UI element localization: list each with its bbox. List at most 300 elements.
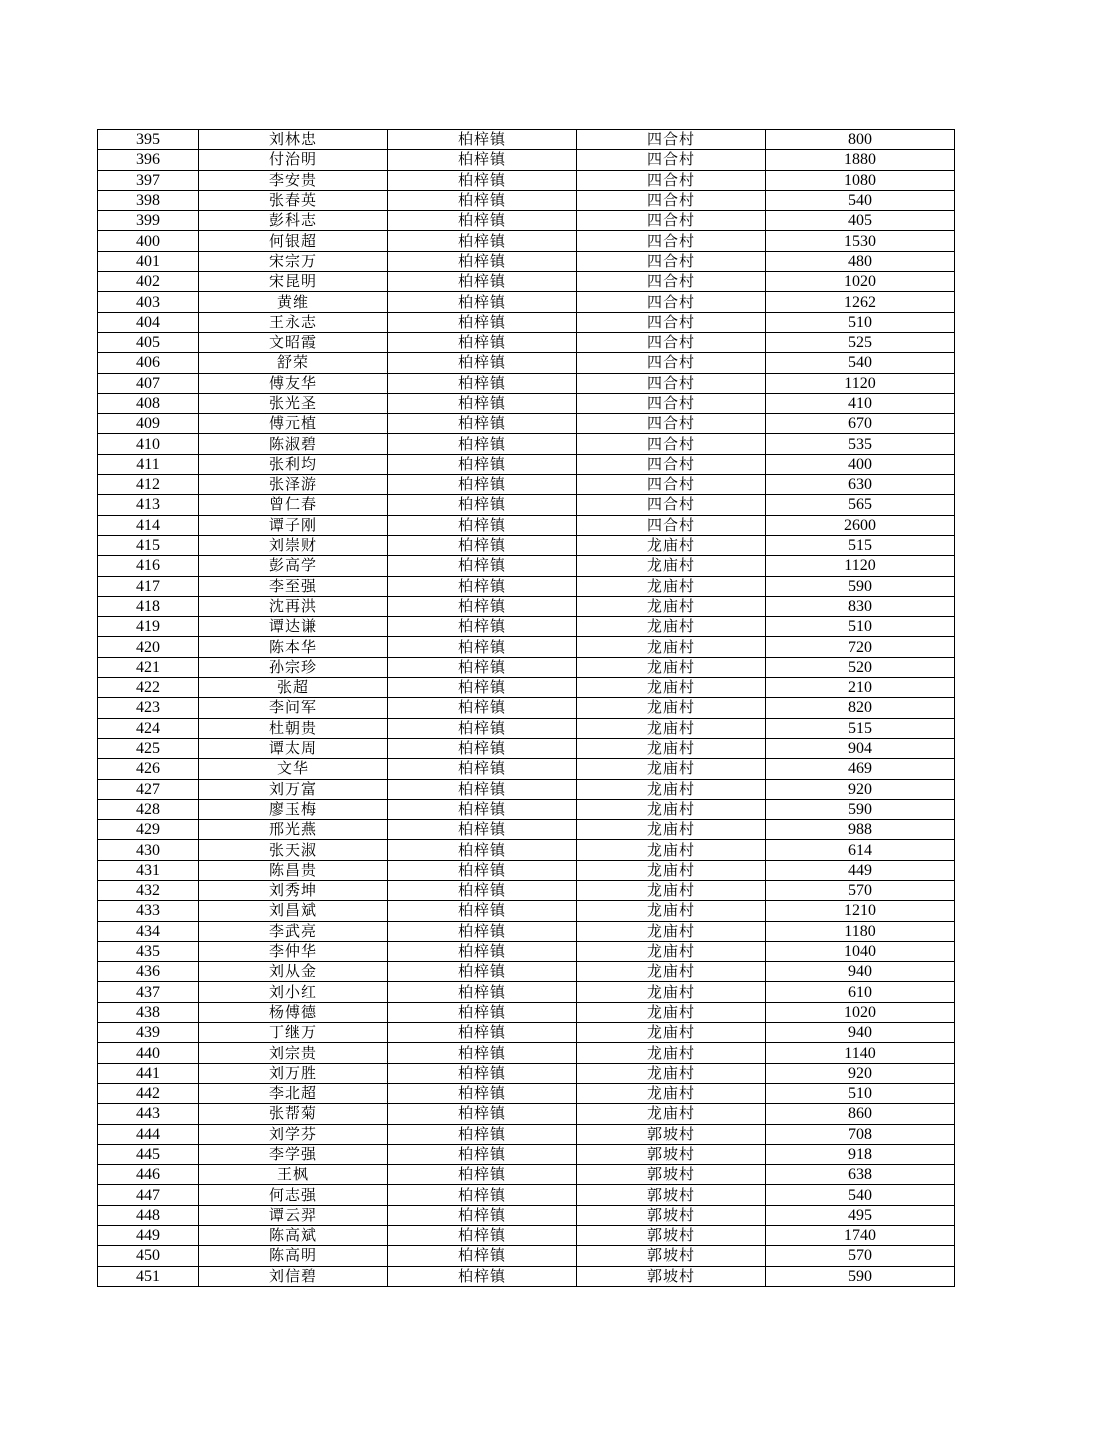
table-row — [98, 1124, 955, 1144]
cell-village: 四合村 — [577, 130, 766, 150]
cell-village: 龙庙村 — [577, 1104, 766, 1124]
cell-name: 何志强 — [199, 1185, 388, 1205]
cell-number: 430 — [98, 840, 199, 860]
cell-village: 郭坡村 — [577, 1246, 766, 1266]
cell-town: 柏梓镇 — [388, 1165, 577, 1185]
cell-name: 陈本华 — [199, 637, 388, 657]
cell-village: 四合村 — [577, 251, 766, 271]
table-row — [98, 576, 955, 596]
cell-village: 四合村 — [577, 231, 766, 251]
cell-number: 420 — [98, 637, 199, 657]
cell-number: 441 — [98, 1063, 199, 1083]
cell-name: 杨傅德 — [199, 1002, 388, 1022]
cell-name: 刘昌斌 — [199, 901, 388, 921]
cell-amount: 1210 — [766, 901, 955, 921]
cell-name: 刘万富 — [199, 779, 388, 799]
cell-town: 柏梓镇 — [388, 312, 577, 332]
cell-amount: 210 — [766, 678, 955, 698]
cell-village: 龙庙村 — [577, 941, 766, 961]
cell-name: 廖玉梅 — [199, 799, 388, 819]
cell-name: 谭云羿 — [199, 1205, 388, 1225]
cell-number: 445 — [98, 1144, 199, 1164]
table-row — [98, 617, 955, 637]
cell-town: 柏梓镇 — [388, 150, 577, 170]
cell-town: 柏梓镇 — [388, 1226, 577, 1246]
table-row — [98, 1165, 955, 1185]
cell-number: 418 — [98, 596, 199, 616]
cell-name: 刘学芬 — [199, 1124, 388, 1144]
cell-village: 龙庙村 — [577, 1002, 766, 1022]
cell-town: 柏梓镇 — [388, 130, 577, 150]
cell-name: 张帮菊 — [199, 1104, 388, 1124]
table-row — [98, 292, 955, 312]
table-row — [98, 718, 955, 738]
cell-town: 柏梓镇 — [388, 535, 577, 555]
cell-amount: 510 — [766, 617, 955, 637]
cell-amount: 2600 — [766, 515, 955, 535]
cell-name: 彭高学 — [199, 556, 388, 576]
cell-number: 403 — [98, 292, 199, 312]
cell-name: 张超 — [199, 678, 388, 698]
table-body — [98, 130, 955, 1287]
cell-number: 413 — [98, 495, 199, 515]
cell-number: 428 — [98, 799, 199, 819]
cell-number: 433 — [98, 901, 199, 921]
cell-town: 柏梓镇 — [388, 454, 577, 474]
table-row — [98, 880, 955, 900]
cell-amount: 515 — [766, 535, 955, 555]
cell-number: 447 — [98, 1185, 199, 1205]
cell-number: 427 — [98, 779, 199, 799]
cell-number: 412 — [98, 475, 199, 495]
cell-village: 龙庙村 — [577, 779, 766, 799]
table-row — [98, 332, 955, 352]
cell-number: 448 — [98, 1205, 199, 1225]
cell-name: 李至强 — [199, 576, 388, 596]
cell-town: 柏梓镇 — [388, 251, 577, 271]
cell-number: 409 — [98, 414, 199, 434]
cell-name: 陈高斌 — [199, 1226, 388, 1246]
table-row — [98, 1226, 955, 1246]
cell-town: 柏梓镇 — [388, 596, 577, 616]
cell-village: 龙庙村 — [577, 637, 766, 657]
cell-town: 柏梓镇 — [388, 759, 577, 779]
table-row — [98, 1205, 955, 1225]
cell-name: 张天淑 — [199, 840, 388, 860]
table-row — [98, 272, 955, 292]
cell-amount: 1080 — [766, 170, 955, 190]
cell-name: 王永志 — [199, 312, 388, 332]
cell-amount: 670 — [766, 414, 955, 434]
cell-name: 刘崇财 — [199, 535, 388, 555]
cell-amount: 1020 — [766, 272, 955, 292]
cell-name: 陈高明 — [199, 1246, 388, 1266]
cell-name: 谭太周 — [199, 738, 388, 758]
cell-town: 柏梓镇 — [388, 962, 577, 982]
cell-town: 柏梓镇 — [388, 495, 577, 515]
cell-amount: 860 — [766, 1104, 955, 1124]
cell-village: 四合村 — [577, 150, 766, 170]
cell-town: 柏梓镇 — [388, 576, 577, 596]
cell-town: 柏梓镇 — [388, 637, 577, 657]
cell-amount: 988 — [766, 820, 955, 840]
cell-village: 龙庙村 — [577, 820, 766, 840]
cell-town: 柏梓镇 — [388, 820, 577, 840]
cell-amount: 520 — [766, 657, 955, 677]
cell-amount: 540 — [766, 353, 955, 373]
cell-town: 柏梓镇 — [388, 332, 577, 352]
cell-village: 龙庙村 — [577, 962, 766, 982]
cell-amount: 1120 — [766, 373, 955, 393]
cell-village: 龙庙村 — [577, 698, 766, 718]
cell-village: 龙庙村 — [577, 880, 766, 900]
cell-amount: 1020 — [766, 1002, 955, 1022]
cell-number: 421 — [98, 657, 199, 677]
cell-village: 四合村 — [577, 373, 766, 393]
table-row — [98, 901, 955, 921]
cell-village: 四合村 — [577, 495, 766, 515]
table-row — [98, 312, 955, 332]
cell-village: 龙庙村 — [577, 921, 766, 941]
cell-town: 柏梓镇 — [388, 272, 577, 292]
cell-amount: 570 — [766, 880, 955, 900]
cell-name: 张春英 — [199, 190, 388, 210]
cell-number: 397 — [98, 170, 199, 190]
cell-name: 李武亮 — [199, 921, 388, 941]
table-row — [98, 921, 955, 941]
cell-amount: 480 — [766, 251, 955, 271]
cell-village: 四合村 — [577, 434, 766, 454]
cell-town: 柏梓镇 — [388, 840, 577, 860]
table-row — [98, 373, 955, 393]
cell-amount: 510 — [766, 312, 955, 332]
cell-number: 402 — [98, 272, 199, 292]
cell-village: 龙庙村 — [577, 860, 766, 880]
cell-town: 柏梓镇 — [388, 1002, 577, 1022]
cell-town: 柏梓镇 — [388, 1185, 577, 1205]
cell-amount: 920 — [766, 779, 955, 799]
cell-town: 柏梓镇 — [388, 231, 577, 251]
cell-amount: 1040 — [766, 941, 955, 961]
cell-amount: 940 — [766, 962, 955, 982]
cell-town: 柏梓镇 — [388, 1246, 577, 1266]
cell-amount: 820 — [766, 698, 955, 718]
cell-number: 439 — [98, 1023, 199, 1043]
cell-village: 四合村 — [577, 414, 766, 434]
cell-village: 龙庙村 — [577, 535, 766, 555]
table-row — [98, 353, 955, 373]
cell-name: 刘秀坤 — [199, 880, 388, 900]
cell-amount: 410 — [766, 393, 955, 413]
cell-number: 424 — [98, 718, 199, 738]
table-row — [98, 1063, 955, 1083]
cell-number: 416 — [98, 556, 199, 576]
cell-name: 谭达谦 — [199, 617, 388, 637]
cell-number: 419 — [98, 617, 199, 637]
cell-village: 龙庙村 — [577, 1023, 766, 1043]
cell-village: 四合村 — [577, 332, 766, 352]
data-table — [97, 129, 955, 1287]
cell-amount: 630 — [766, 475, 955, 495]
cell-village: 龙庙村 — [577, 1063, 766, 1083]
cell-town: 柏梓镇 — [388, 1043, 577, 1063]
cell-name: 文华 — [199, 759, 388, 779]
cell-number: 414 — [98, 515, 199, 535]
cell-town: 柏梓镇 — [388, 880, 577, 900]
cell-village: 龙庙村 — [577, 1083, 766, 1103]
cell-name: 丁继万 — [199, 1023, 388, 1043]
cell-amount: 590 — [766, 799, 955, 819]
table-row — [98, 556, 955, 576]
cell-number: 443 — [98, 1104, 199, 1124]
cell-number: 446 — [98, 1165, 199, 1185]
cell-amount: 590 — [766, 576, 955, 596]
cell-number: 398 — [98, 190, 199, 210]
cell-village: 郭坡村 — [577, 1124, 766, 1144]
cell-name: 李安贵 — [199, 170, 388, 190]
cell-name: 付治明 — [199, 150, 388, 170]
table-row — [98, 130, 955, 150]
cell-name: 刘从金 — [199, 962, 388, 982]
cell-amount: 1120 — [766, 556, 955, 576]
table-row — [98, 1043, 955, 1063]
cell-name: 沈再洪 — [199, 596, 388, 616]
cell-town: 柏梓镇 — [388, 515, 577, 535]
cell-number: 410 — [98, 434, 199, 454]
cell-village: 龙庙村 — [577, 617, 766, 637]
cell-town: 柏梓镇 — [388, 1063, 577, 1083]
cell-name: 刘信碧 — [199, 1266, 388, 1286]
cell-amount: 570 — [766, 1246, 955, 1266]
cell-name: 刘宗贵 — [199, 1043, 388, 1063]
cell-number: 442 — [98, 1083, 199, 1103]
cell-name: 傅元植 — [199, 414, 388, 434]
table-row — [98, 1104, 955, 1124]
cell-number: 431 — [98, 860, 199, 880]
cell-number: 429 — [98, 820, 199, 840]
cell-name: 彭科志 — [199, 211, 388, 231]
cell-amount: 510 — [766, 1083, 955, 1103]
cell-village: 龙庙村 — [577, 657, 766, 677]
cell-village: 龙庙村 — [577, 901, 766, 921]
cell-amount: 800 — [766, 130, 955, 150]
table-row — [98, 1144, 955, 1164]
cell-number: 432 — [98, 880, 199, 900]
table-row — [98, 1185, 955, 1205]
table-row — [98, 1083, 955, 1103]
table-row — [98, 860, 955, 880]
cell-amount: 515 — [766, 718, 955, 738]
cell-town: 柏梓镇 — [388, 718, 577, 738]
cell-name: 张利均 — [199, 454, 388, 474]
cell-town: 柏梓镇 — [388, 982, 577, 1002]
cell-village: 龙庙村 — [577, 718, 766, 738]
cell-town: 柏梓镇 — [388, 414, 577, 434]
cell-town: 柏梓镇 — [388, 901, 577, 921]
cell-name: 李仲华 — [199, 941, 388, 961]
cell-village: 龙庙村 — [577, 1043, 766, 1063]
cell-amount: 830 — [766, 596, 955, 616]
cell-village: 龙庙村 — [577, 678, 766, 698]
table-row — [98, 535, 955, 555]
cell-number: 407 — [98, 373, 199, 393]
cell-number: 444 — [98, 1124, 199, 1144]
cell-number: 440 — [98, 1043, 199, 1063]
cell-number: 451 — [98, 1266, 199, 1286]
cell-name: 黄维 — [199, 292, 388, 312]
cell-name: 邢光燕 — [199, 820, 388, 840]
cell-village: 郭坡村 — [577, 1226, 766, 1246]
table-row — [98, 1002, 955, 1022]
cell-number: 423 — [98, 698, 199, 718]
cell-village: 四合村 — [577, 292, 766, 312]
cell-name: 陈昌贵 — [199, 860, 388, 880]
cell-number: 399 — [98, 211, 199, 231]
cell-town: 柏梓镇 — [388, 1205, 577, 1225]
cell-number: 396 — [98, 150, 199, 170]
cell-town: 柏梓镇 — [388, 860, 577, 880]
cell-number: 422 — [98, 678, 199, 698]
cell-number: 405 — [98, 332, 199, 352]
cell-village: 郭坡村 — [577, 1266, 766, 1286]
cell-name: 王枫 — [199, 1165, 388, 1185]
table-row — [98, 678, 955, 698]
table-row — [98, 779, 955, 799]
cell-name: 宋宗万 — [199, 251, 388, 271]
cell-village: 龙庙村 — [577, 556, 766, 576]
cell-town: 柏梓镇 — [388, 190, 577, 210]
table-row — [98, 962, 955, 982]
cell-amount: 1180 — [766, 921, 955, 941]
cell-number: 395 — [98, 130, 199, 150]
cell-town: 柏梓镇 — [388, 353, 577, 373]
cell-village: 四合村 — [577, 190, 766, 210]
cell-town: 柏梓镇 — [388, 292, 577, 312]
cell-name: 孙宗珍 — [199, 657, 388, 677]
cell-town: 柏梓镇 — [388, 779, 577, 799]
cell-amount: 610 — [766, 982, 955, 1002]
table-row — [98, 698, 955, 718]
cell-number: 450 — [98, 1246, 199, 1266]
cell-amount: 920 — [766, 1063, 955, 1083]
cell-town: 柏梓镇 — [388, 698, 577, 718]
table-row — [98, 759, 955, 779]
cell-name: 文昭霞 — [199, 332, 388, 352]
table-row — [98, 596, 955, 616]
cell-amount: 1262 — [766, 292, 955, 312]
cell-name: 何银超 — [199, 231, 388, 251]
cell-village: 四合村 — [577, 515, 766, 535]
cell-name: 舒荣 — [199, 353, 388, 373]
cell-number: 408 — [98, 393, 199, 413]
cell-village: 四合村 — [577, 353, 766, 373]
cell-village: 龙庙村 — [577, 799, 766, 819]
cell-town: 柏梓镇 — [388, 475, 577, 495]
cell-number: 400 — [98, 231, 199, 251]
cell-number: 404 — [98, 312, 199, 332]
cell-amount: 904 — [766, 738, 955, 758]
table-row — [98, 251, 955, 271]
cell-name: 陈淑碧 — [199, 434, 388, 454]
cell-name: 刘万胜 — [199, 1063, 388, 1083]
table-row — [98, 657, 955, 677]
cell-village: 龙庙村 — [577, 596, 766, 616]
cell-village: 龙庙村 — [577, 840, 766, 860]
cell-number: 415 — [98, 535, 199, 555]
cell-town: 柏梓镇 — [388, 393, 577, 413]
table-row — [98, 475, 955, 495]
table-row — [98, 414, 955, 434]
cell-village: 四合村 — [577, 393, 766, 413]
cell-name: 宋昆明 — [199, 272, 388, 292]
cell-town: 柏梓镇 — [388, 1083, 577, 1103]
cell-name: 杜朝贵 — [199, 718, 388, 738]
cell-town: 柏梓镇 — [388, 941, 577, 961]
table-row — [98, 434, 955, 454]
cell-town: 柏梓镇 — [388, 1144, 577, 1164]
cell-number: 449 — [98, 1226, 199, 1246]
cell-town: 柏梓镇 — [388, 1104, 577, 1124]
cell-village: 四合村 — [577, 312, 766, 332]
cell-number: 436 — [98, 962, 199, 982]
cell-name: 曾仁春 — [199, 495, 388, 515]
table-row — [98, 840, 955, 860]
cell-number: 406 — [98, 353, 199, 373]
cell-amount: 614 — [766, 840, 955, 860]
cell-village: 四合村 — [577, 272, 766, 292]
cell-village: 四合村 — [577, 170, 766, 190]
cell-town: 柏梓镇 — [388, 921, 577, 941]
cell-amount: 535 — [766, 434, 955, 454]
table-row — [98, 1266, 955, 1286]
cell-village: 郭坡村 — [577, 1205, 766, 1225]
cell-number: 411 — [98, 454, 199, 474]
cell-name: 李问军 — [199, 698, 388, 718]
table-row — [98, 637, 955, 657]
table-row — [98, 738, 955, 758]
cell-amount: 1740 — [766, 1226, 955, 1246]
cell-town: 柏梓镇 — [388, 434, 577, 454]
cell-name: 刘林忠 — [199, 130, 388, 150]
cell-name: 李北超 — [199, 1083, 388, 1103]
cell-village: 四合村 — [577, 211, 766, 231]
cell-amount: 1140 — [766, 1043, 955, 1063]
cell-amount: 469 — [766, 759, 955, 779]
cell-village: 郭坡村 — [577, 1165, 766, 1185]
cell-name: 张泽游 — [199, 475, 388, 495]
table-row — [98, 941, 955, 961]
cell-number: 417 — [98, 576, 199, 596]
cell-amount: 540 — [766, 190, 955, 210]
cell-town: 柏梓镇 — [388, 556, 577, 576]
cell-town: 柏梓镇 — [388, 1124, 577, 1144]
cell-village: 四合村 — [577, 475, 766, 495]
cell-name: 谭子刚 — [199, 515, 388, 535]
cell-amount: 1880 — [766, 150, 955, 170]
cell-town: 柏梓镇 — [388, 657, 577, 677]
cell-name: 刘小红 — [199, 982, 388, 1002]
cell-village: 四合村 — [577, 454, 766, 474]
cell-town: 柏梓镇 — [388, 1266, 577, 1286]
cell-amount: 565 — [766, 495, 955, 515]
table-row — [98, 799, 955, 819]
cell-name: 李学强 — [199, 1144, 388, 1164]
cell-name: 张光圣 — [199, 393, 388, 413]
cell-amount: 495 — [766, 1205, 955, 1225]
cell-village: 龙庙村 — [577, 738, 766, 758]
cell-number: 426 — [98, 759, 199, 779]
cell-amount: 918 — [766, 1144, 955, 1164]
